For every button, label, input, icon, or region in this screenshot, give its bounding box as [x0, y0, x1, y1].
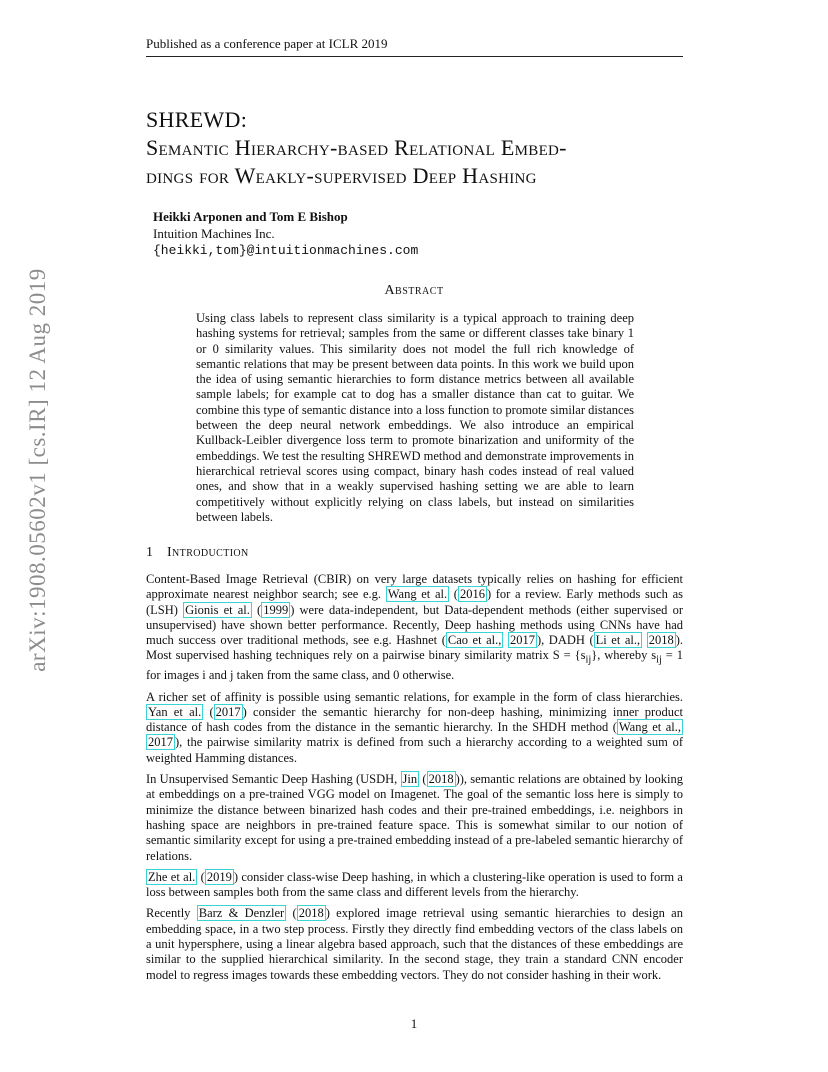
abstract-text: Using class labels to represent class similarity is a typical approach to training deep hashing systems for retrieval; samples from the same or different classes take binary 1 or 0 similarity values. This similarity does not model the full rich knowledge of semantic relations that may be present between data points. In this work we build upon the idea of using semantic hierarchies to form distance metrics between all available sample labels; for example cat to dog has a smaller distance than cat to guitar. We combine this type of semantic distance into a loss function to promote similar distances between the deep neural network embeddings. We also introduce an empirical Kullback-Leibler divergence loss term to promote binarization and uniformity of the embeddings. We test the resulting SHREWD method and demonstrate improvements in hierarchical retrieval scores using compact, binary hash codes instead of real valued ones, and show that in a weakly supervised hashing setting we are able to learn competitively without explicitly relying on class labels, but instead on similarities between labels.	[196, 311, 634, 524]
math-subscript: ij	[656, 654, 662, 666]
citation-link[interactable]: 2017	[148, 735, 173, 750]
text-span: }, whereby s	[591, 648, 657, 663]
text-span: (	[419, 772, 427, 787]
math-subscript: ij	[585, 654, 592, 666]
title-line-3: dings for Weakly-supervised Deep Hashing	[146, 163, 537, 188]
citation-link[interactable]: 2017	[509, 633, 535, 648]
text-span: ) were data-independent, but Data-dependent methods (either supervised or unsupervised) have shown better performance. Recently, Deep hashing methods using CNNs have had much success over traditional methods, see e.g. Hashnet (	[146, 602, 683, 648]
author-block	[153, 208, 418, 259]
author-affiliation: Intuition Machines Inc.	[153, 226, 275, 241]
text-span: ) for a review. Early methods such as (LSH)	[146, 587, 683, 617]
text-span: ). Most supervised hashing techniques rely on a pairwise binary similarity matrix S = {s	[146, 633, 684, 663]
text-span: ), the pairwise similarity matrix is defined from such a hierarchy according to a weighted sum of weighted Hamming distances.	[146, 735, 683, 765]
title-line-2: Semantic Hierarchy-based Relational Embed-	[146, 135, 567, 160]
text-span: (	[286, 906, 297, 921]
citation-link[interactable]: 2019	[206, 869, 232, 884]
paragraph-5	[146, 906, 683, 982]
paragraph-4	[146, 870, 683, 901]
text-span: (	[203, 704, 214, 719]
author-email: {heikki,tom}@intuitionmachines.com	[153, 243, 419, 258]
title-line-1: SHREWD:	[146, 107, 248, 132]
citation-link[interactable]: 2016	[459, 587, 485, 602]
text-span: (	[449, 587, 458, 602]
citation-link[interactable]: Yan et al.	[148, 704, 202, 719]
text-span: (	[197, 869, 205, 884]
section-body	[146, 572, 683, 989]
section-heading	[146, 545, 249, 561]
text-span: In Unsupervised Semantic Deep Hashing (USDH,	[146, 772, 401, 787]
abstract-heading: Abstract	[384, 283, 444, 298]
text-span: ), DADH (	[536, 633, 594, 648]
arxiv-sidebar	[24, 268, 54, 672]
text-span: )), semantic relations are obtained by looking at embeddings on a pre-trained VGG model on Imagenet. The goal of the semantic loss here is simply to minimize the distance between binarized hash codes and their pre-trained embeddings, i.e. neighbors in hashing space are neighbors in pre-trained feature space. This is somewhat similar to our notion of semantic similarity except for using a pre-trained embedding instead of a pre-labeled semantic hierarchy of relations.	[146, 772, 683, 863]
author-names: Heikki Arponen and Tom E Bishop	[153, 209, 348, 224]
citation-link[interactable]: Gionis et al.	[185, 602, 250, 617]
text-span: Content-Based Image Retrieval (CBIR) on very large datasets typically relies on hashing for efficient approximate nearest neighbor search; see e.g.	[146, 572, 683, 602]
conference-header: Published as a conference paper at ICLR 2019	[146, 36, 683, 57]
citation-link[interactable]: Jin	[402, 772, 418, 787]
citation-link[interactable]: Barz & Denzler	[198, 906, 285, 921]
citation-link[interactable]: Cao et al.,	[447, 633, 502, 648]
citation-link[interactable]: Wang et al.	[387, 587, 448, 602]
paragraph-1	[146, 572, 683, 684]
citation-link[interactable]: 1999	[263, 602, 289, 617]
citation-link[interactable]: 2018	[298, 906, 324, 921]
text-span: Recently	[146, 906, 197, 921]
citation-link[interactable]: Li et al.,	[595, 633, 641, 648]
text-span: (	[251, 602, 262, 617]
citation-link[interactable]: Zhe et al.	[148, 869, 196, 884]
citation-link[interactable]: 2018	[428, 772, 454, 787]
paper-title	[146, 106, 706, 190]
citation-link[interactable]: Wang et al.,	[618, 720, 681, 735]
text-span: = 1 for images i and j taken from the same class, and 0 otherwise.	[146, 648, 684, 683]
citation-link[interactable]: 2018	[648, 633, 674, 648]
paragraph-3	[146, 772, 683, 864]
text-span: A richer set of affinity is possible using semantic relations, for example in the form of class hierarchies.	[146, 689, 683, 704]
paragraph-2	[146, 690, 683, 766]
page-number: 1	[410, 1016, 418, 1031]
text-span: ) consider the semantic hierarchy for non-deep hashing, minimizing inner product distance of hash codes from the distance in the semantic hierarchy. In the SHDH method (	[146, 704, 683, 735]
citation-link[interactable]: 2017	[215, 704, 241, 719]
section-title: Introduction	[167, 545, 249, 560]
arxiv-identifier: arXiv:1908.05602v1 [cs.IR] 12 Aug 2019	[25, 268, 50, 672]
text-span: ) explored image retrieval using semantic hierarchies to design an embedding space, in a two step process. Firstly they directly find embedding vectors of the class labels on a unit hypersphere, using a linear algebra based approach, such that the distances of these embeddings are similar to the supplied hierarchical similarity. In the second stage, they train a standard CNN encoder model to regress images towards these embedding vectors. They do not consider hashing in their work.	[146, 906, 683, 982]
section-number: 1	[146, 545, 153, 560]
text-span: ) consider class-wise Deep hashing, in which a clustering-like operation is used to form a loss between samples both from the same class and different levels from the hierarchy.	[146, 869, 683, 900]
